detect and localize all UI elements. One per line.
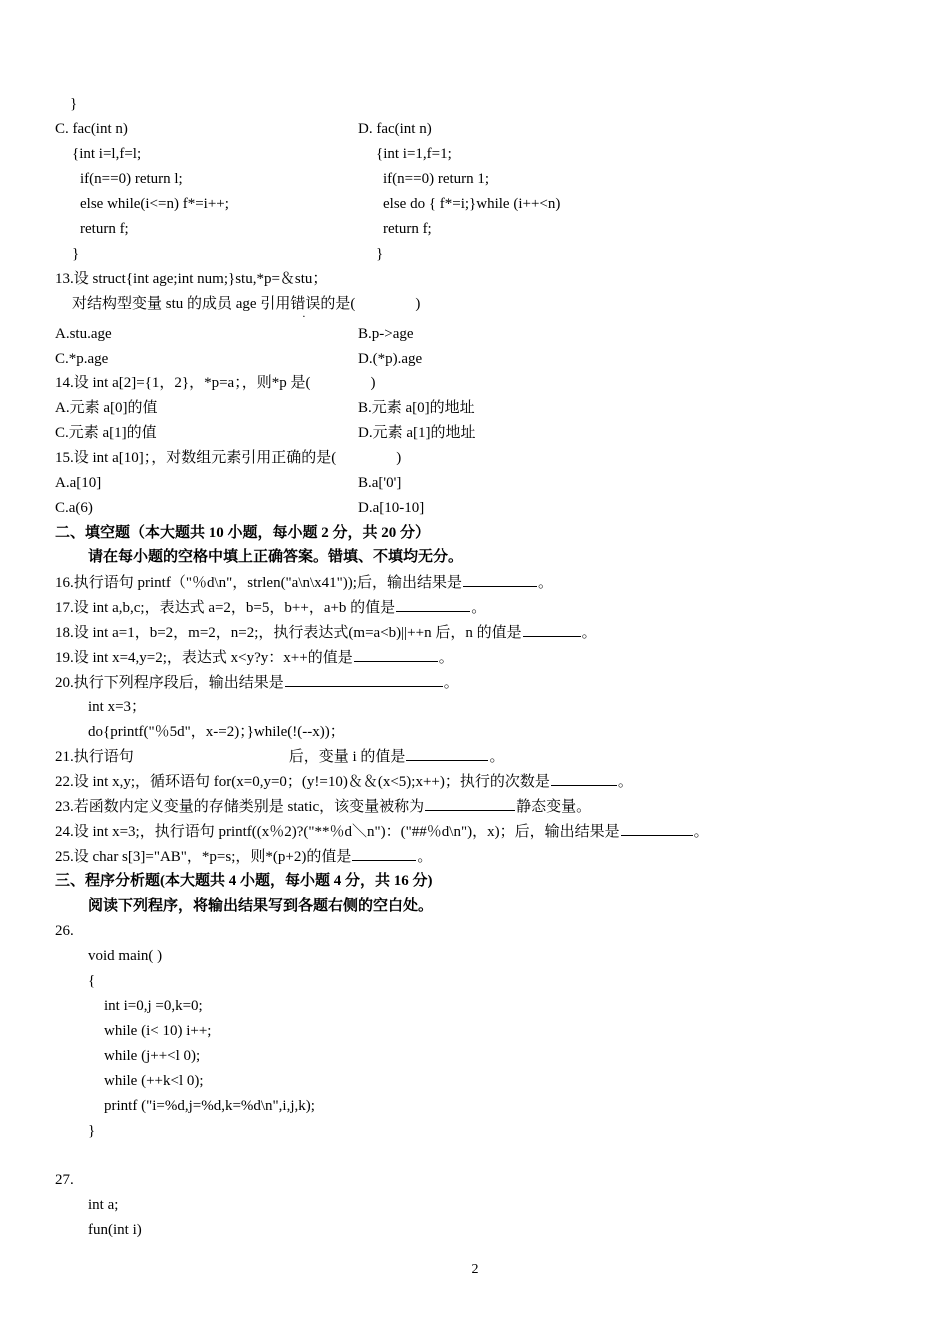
question-18-end: 。 (581, 625, 597, 641)
option-b: B.a['0'] (358, 475, 402, 491)
question-25 (55, 846, 432, 867)
answer-blank (406, 746, 488, 761)
question-17 (55, 597, 486, 618)
code-line: return f; (80, 221, 129, 237)
question-20 (55, 672, 459, 693)
code-line: else while(i<=n) f*=i++; (80, 196, 229, 212)
answer-blank (551, 771, 617, 786)
option-b: B.元素 a[0]的地址 (358, 400, 475, 416)
question-19 (55, 647, 454, 668)
question-26-number: 26. (55, 923, 74, 939)
question-16-text: 16.执行语句 printf（"％d\n"，strlen("a\n\x41"));后，输出结果是 (55, 575, 462, 591)
question-18-text: 18.设 int a=1，b=2，m=2，n=2;，执行表达式(m=a<b)||++n 后，n 的值是 (55, 625, 522, 641)
code-line: while (++k<l 0); (104, 1073, 204, 1089)
code-line: } (72, 246, 80, 262)
answer-blank (285, 672, 443, 687)
question-22-text: 22.设 int x,y;，循环语句 for(x=0,y=0；(y!=10)＆＆(x<5);x++)；执行的次数是 (55, 774, 550, 790)
option-d-header: D. fac(int n) (358, 121, 432, 137)
option-a: A.a[10] (55, 475, 102, 491)
code-line: void main( ) (88, 948, 163, 964)
question-20-text: 20.执行下列程序段后，输出结果是 (55, 675, 284, 691)
question-23-end: 静态变量。 (516, 799, 592, 815)
question-21-end: 。 (489, 749, 505, 765)
option-d: D.元素 a[1]的地址 (358, 425, 476, 441)
code-line: return f; (383, 221, 432, 237)
question-13-stem: 13.设 struct{int age;int num;}stu,*p=＆stu； (55, 271, 328, 287)
option-c: C.*p.age (55, 351, 109, 367)
code-line: else do { f*=i;}while (i++<n) (383, 196, 561, 212)
emphasis-word: 错误 (290, 296, 321, 312)
section-2-title: 二、填空题（本大题共 10 小题，每小题 2 分，共 20 分） (55, 525, 431, 541)
code-line: } (376, 246, 384, 262)
page-number: 2 (471, 1262, 479, 1277)
question-24-end: 。 (693, 824, 709, 840)
code-line: if(n==0) return 1; (383, 171, 490, 187)
question-21-text: 21.执行语句 (55, 749, 134, 765)
code-line: } (88, 1123, 96, 1139)
question-14-stem: 14.设 int a[2]={1，2}，*p=a；，则*p 是( ) (55, 375, 376, 391)
code-line: printf ("i=%d,j=%d,k=%d\n",i,j,k); (104, 1098, 315, 1114)
answer-blank (354, 647, 438, 662)
question-16-end: 。 (537, 575, 553, 591)
section-2-instructions: 请在每小题的空格中填上正确答案。错填、不填均无分。 (88, 549, 464, 565)
option-b: B.p->age (358, 326, 414, 342)
code-line: int a; (88, 1197, 119, 1213)
question-24-text: 24.设 int x=3;，执行语句 printf((x％2)?("**％d＼n")：("##％d\n")，x)；后，输出结果是 (55, 824, 620, 840)
question-13-text-post: 的是( ) (320, 296, 421, 312)
question-16 (55, 572, 553, 593)
question-27-number: 27. (55, 1172, 74, 1188)
answer-blank (523, 622, 581, 637)
option-c: C.元素 a[1]的值 (55, 425, 157, 441)
question-22 (55, 771, 633, 792)
question-24 (55, 821, 709, 842)
question-20-end: 。 (443, 675, 459, 691)
code-line: while (j++<l 0); (104, 1048, 201, 1064)
question-13-line2 (72, 294, 420, 314)
question-19-text: 19.设 int x=4,y=2;，表达式 x<y?y：x++的值是 (55, 650, 353, 666)
answer-blank (352, 846, 416, 861)
question-25-end: 。 (417, 849, 433, 865)
option-c-header: C. fac(int n) (55, 121, 128, 137)
option-c: C.a(6) (55, 500, 93, 516)
section-3-title: 三、程序分析题(本大题共 4 小题，每小题 4 分，共 16 分) (55, 873, 433, 889)
question-15-stem: 15.设 int a[10]；，对数组元素引用正确的是( ) (55, 450, 402, 466)
question-22-end: 。 (617, 774, 633, 790)
code-line: } (70, 96, 78, 112)
question-17-end: 。 (471, 600, 487, 616)
question-18 (55, 622, 597, 643)
answer-blank (621, 821, 693, 836)
code-line: {int i=l,f=l; (72, 146, 142, 162)
section-3-instructions: 阅读下列程序，将输出结果写到各题右侧的空白处。 (88, 898, 434, 914)
option-d: D.a[10-10] (358, 500, 425, 516)
answer-blank (396, 597, 470, 612)
option-a: A.元素 a[0]的值 (55, 400, 158, 416)
code-line: while (i< 10) i++; (104, 1023, 212, 1039)
option-d: D.(*p).age (358, 351, 423, 367)
question-23-text: 23.若函数内定义变量的存储类别是 static，该变量被称为 (55, 799, 425, 815)
question-13-text-pre: 对结构型变量 stu 的成员 age 引用 (72, 296, 291, 312)
question-21 (55, 746, 504, 767)
code-line: fun(int i) (88, 1222, 142, 1238)
code-line: int x=3； (88, 699, 147, 715)
answer-blank (463, 572, 537, 587)
question-19-end: 。 (438, 650, 454, 666)
code-line: if(n==0) return l; (80, 171, 183, 187)
code-line: do{printf("％5d"，x-=2)；}while(!(--x))； (88, 724, 345, 740)
code-line: int i=0,j =0,k=0; (104, 998, 203, 1014)
question-25-text: 25.设 char s[3]="AB"，*p=s;，则*(p+2)的值是 (55, 849, 352, 865)
answer-blank (425, 796, 515, 811)
code-line: {int i=1,f=1; (376, 146, 452, 162)
question-21-text-mid: 后，变量 i 的值是 (288, 749, 406, 765)
question-23 (55, 796, 591, 817)
code-line: { (88, 973, 96, 989)
question-17-text: 17.设 int a,b,c;，表达式 a=2，b=5，b++，a+b 的值是 (55, 600, 396, 616)
option-a: A.stu.age (55, 326, 112, 342)
